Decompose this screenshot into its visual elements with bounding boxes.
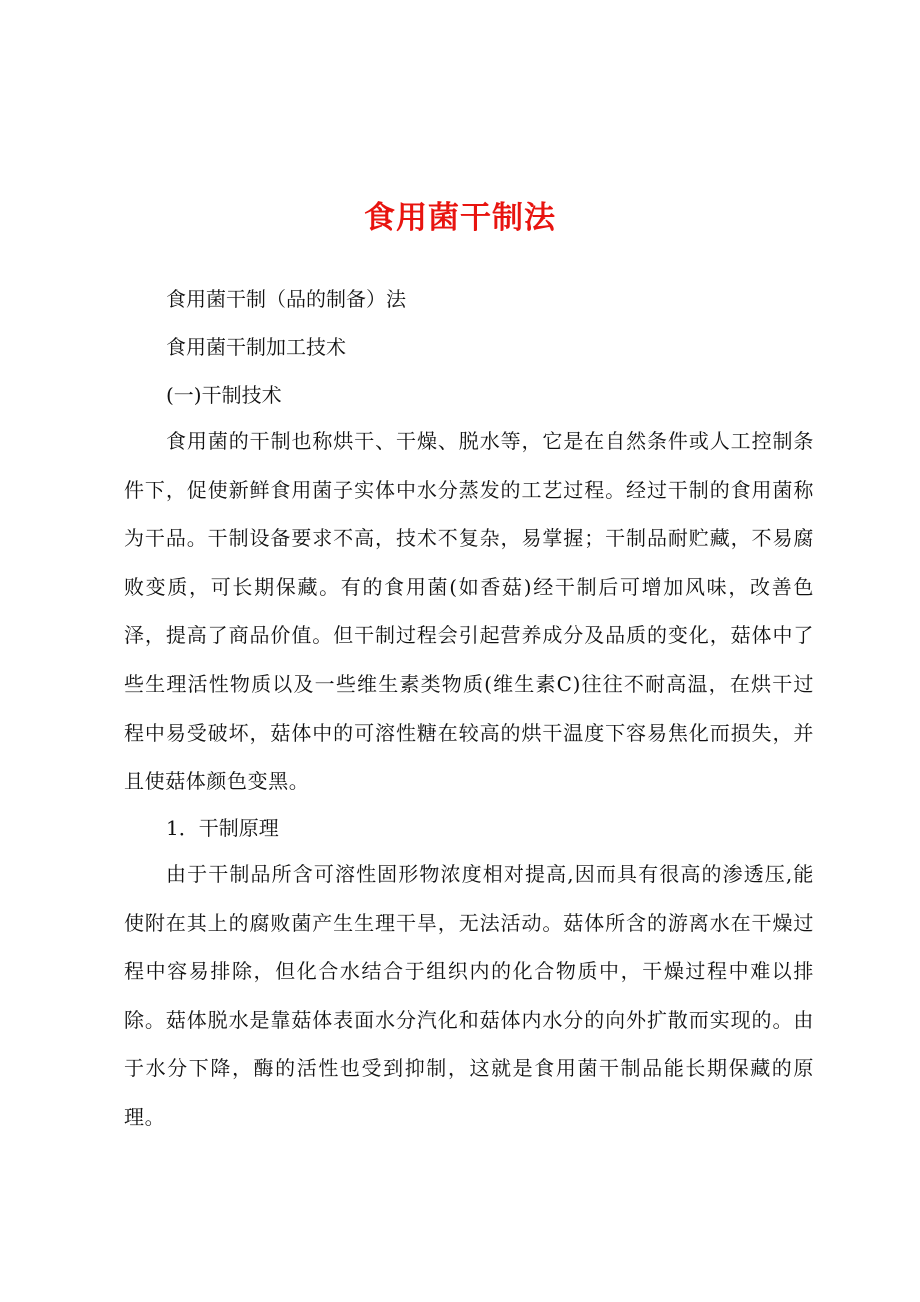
document-title: 食用菌干制法 bbox=[364, 200, 556, 236]
subtitle-line: 食用菌干制（品的制备）法 bbox=[166, 287, 406, 311]
subtitle-line: 食用菌干制加工技术 bbox=[166, 335, 346, 359]
body-paragraph: 食用菌的干制也称烘干、干燥、脱水等，它是在自然条件或人工控制条件下，促使新鲜食用菌子实体中水分蒸发的工艺过程。经过干制的食用菌称为干品。干制设备要求不高，技术不复杂，易掌握；干制品耐贮藏，不易腐败变质，可长期保藏。有的食用菌(如香菇)经干制后可增加风味，改善色泽，提高了商品价值。但干制过程会引起营养成分及品质的变化，菇体中了些生理活性物质以及一些维生素类物质(维生素C)往往不耐高温，在烘干过程中易受破坏，菇体中的可溶性糖在较高的烘干温度下容易焦化而损失，并且使菇体颜色变黑。 bbox=[124, 429, 814, 794]
subheading: 1．干制原理 bbox=[166, 816, 279, 840]
body-paragraph: 由于干制品所含可溶性固形物浓度相对提高,因而具有很高的渗透压,能使附在其上的腐败菌产生生理干旱，无法活动。菇体所含的游离水在干燥过程中容易排除，但化合水结合于组织内的化合物质中，干燥过程中难以排除。菇体脱水是靠菇体表面水分汽化和菇体内水分的向外扩散而实现的。由于水分下降，酶的活性也受到抑制，这就是食用菌干制品能长期保藏的原理。 bbox=[124, 862, 814, 1129]
section-heading: (一)干制技术 bbox=[166, 383, 282, 407]
